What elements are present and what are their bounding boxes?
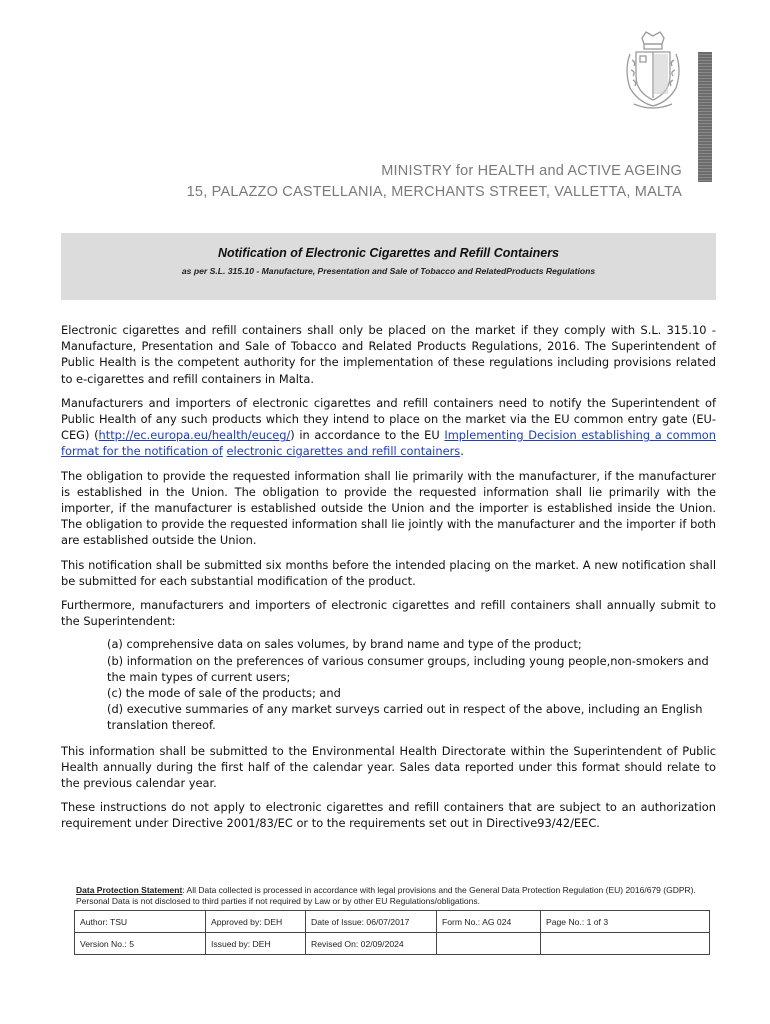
annual-requirements-list (107, 636, 716, 733)
paragraph-submission: This information shall be submitted to the Environmental Health Directorate within the Superintendent of Public Health annually during the first half of the calendar year. Sales data reported under this format should relate to the previous calendar year. (61, 743, 716, 791)
paragraph-intro: Electronic cigarettes and refill containers shall only be placed on the market if they comply with S.L. 315.10 - Manufacture, Presentation and Sale of Tobacco and Related Products Regulations, 2016. The Superintendent of Public Health is the competent authority for the implementation of these regulations including provisions related to e-cigarettes and refill containers in Malta. (61, 323, 716, 386)
document-body (61, 322, 716, 840)
title-banner (61, 233, 716, 300)
ministry-header (187, 161, 682, 203)
list-item: (a) comprehensive data on sales volumes, by brand name and type of the product; (107, 637, 582, 652)
table-row (75, 911, 710, 933)
paragraph-exemption: These instructions do not apply to electronic cigarettes and refill containers that are subject to an authorization requirement under Directive 2001/83/EC or to the requirements set out in Directive93/42/EEC. (61, 800, 716, 831)
list-item: (b) information on the preferences of various consumer groups, including young people,non-smokers and the main types of current users; (107, 653, 709, 684)
decorative-side-bar (698, 52, 712, 182)
empty-cell (437, 933, 541, 955)
ministry-name: MINISTRY for HEALTH and ACTIVE AGEING (381, 163, 682, 179)
page-no-cell: Page No.: 1 of 3 (541, 911, 710, 933)
data-protection-text: : All Data collected is processed in accordance with legal provisions and the General Data Protection Regulation (EU) 2016/679 (GDPR). Personal Data is not disclosed to third parties if not required by Law or by other EU Regulations/obligations. (76, 885, 696, 906)
approved-cell: Approved by: DEH (206, 911, 306, 933)
author-cell: Author: TSU (75, 911, 206, 933)
form-no-cell: Form No.: AG 024 (437, 911, 541, 933)
implementing-decision-link[interactable]: Implementing Decision establishing a common format for the notification of (61, 428, 716, 459)
malta-coat-of-arms-icon (618, 30, 688, 112)
paragraph-obligation: The obligation to provide the requested information shall lie primarily with the manufacturer, if the manufacturer is established in the Union. The obligation to provide the requested information shall lie primarily with the importer, if the manufacturer is established outside the Union and the importer is established inside the Union. The obligation to provide the requested information shall lie jointly with the manufacturer and the importer if both are established outside the Union. (61, 468, 716, 548)
revised-cell: Revised On: 02/09/2024 (306, 933, 437, 955)
version-cell: Version No.: 5 (75, 933, 206, 955)
ecig-refill-link[interactable]: electronic cigarettes and refill containers (226, 444, 461, 459)
paragraph-text: Manufacturers and importers of electronic cigarettes and refill containers need to notify the Superintendent of Public Health of any such products which they intend to place on the market via the EU common entry gate (EU-CEG) ( (61, 395, 716, 443)
paragraph-notification (61, 395, 716, 460)
data-protection-statement (76, 885, 712, 907)
empty-cell (541, 933, 710, 955)
data-protection-label: Data Protection Statement (76, 885, 183, 895)
list-item: (d) executive summaries of any market surveys carried out in respect of the above, including an English translation thereof. (107, 702, 703, 733)
paragraph-text: ) in accordance to the EU (290, 428, 445, 443)
table-row (75, 933, 710, 955)
paragraph-annual: Furthermore, manufacturers and importers of electronic cigarettes and refill containers shall annually submit to the Superintendent: (61, 598, 716, 629)
document-title: Notification of Electronic Cigarettes and Refill Containers (217, 246, 560, 260)
issued-cell: Issued by: DEH (206, 933, 306, 955)
list-item: (c) the mode of sale of the products; and (107, 686, 341, 701)
date-issue-cell: Date of Issue: 06/07/2017 (306, 911, 437, 933)
document-meta-table (74, 910, 710, 955)
paragraph-timing: This notification shall be submitted six months before the intended placing on the market. A new notification shall be submitted for each substantial modification of the product. (61, 557, 716, 588)
ministry-address: 15, PALAZZO CASTELLANIA, MERCHANTS STREET, VALLETTA, MALTA (186, 184, 682, 200)
document-subtitle: as per S.L. 315.10 - Manufacture, Presentation and Sale of Tobacco and RelatedProducts Regulations (181, 266, 596, 276)
paragraph-text: . (460, 444, 464, 459)
euceg-link[interactable]: http://ec.europa.eu/health/euceg/ (98, 428, 291, 443)
